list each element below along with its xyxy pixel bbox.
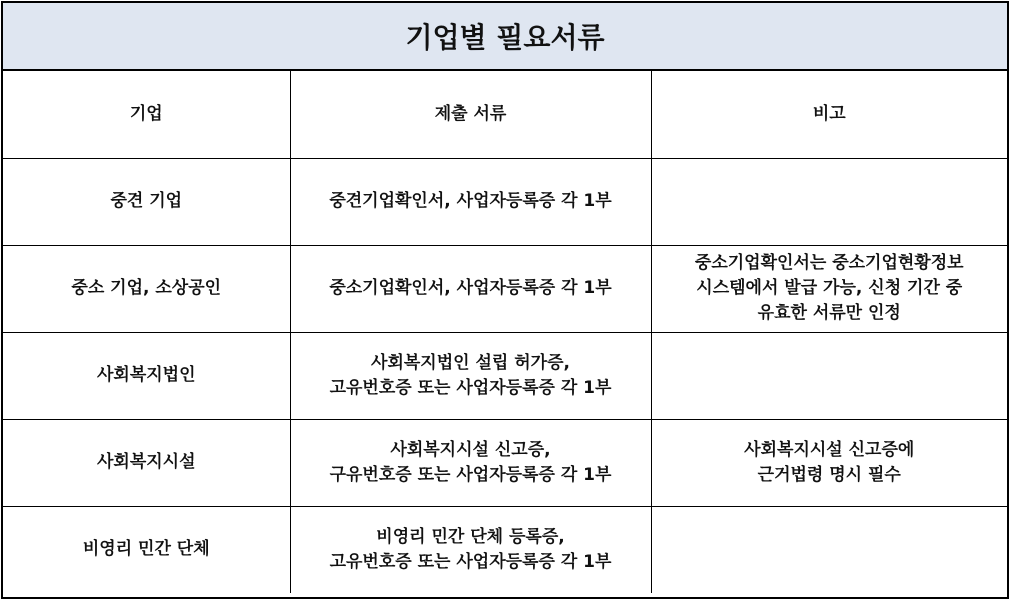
documents-line: 고유번호증 또는 사업자등록증 각 1부 xyxy=(329,551,612,572)
documents-cell xyxy=(290,506,651,593)
note-cell xyxy=(651,419,1007,506)
table-row xyxy=(3,506,1007,593)
company-cell: 비영리 민간 단체 xyxy=(3,506,290,593)
company-cell: 중견 기업 xyxy=(3,158,290,245)
note-cell xyxy=(651,245,1007,332)
note-line: 유효한 서류만 인정 xyxy=(757,303,901,323)
company-cell: 사회복지법인 xyxy=(3,332,290,419)
header-company: 기업 xyxy=(3,71,290,158)
documents-cell xyxy=(290,245,651,332)
documents-table xyxy=(3,71,1007,593)
documents-line: 중소기업확인서, 사업자등록증 각 1부 xyxy=(329,278,612,298)
table-row xyxy=(3,332,1007,419)
company-cell: 중소 기업, 소상공인 xyxy=(3,245,290,332)
header-note: 비고 xyxy=(651,71,1007,158)
note-cell xyxy=(651,506,1007,593)
note-cell xyxy=(651,332,1007,419)
document-table-frame xyxy=(1,1,1009,599)
company-cell: 사회복지시설 xyxy=(3,419,290,506)
documents-cell xyxy=(290,419,651,506)
table-row xyxy=(3,419,1007,506)
documents-line: 중견기업확인서, 사업자등록증 각 1부 xyxy=(329,191,612,211)
documents-cell xyxy=(290,158,651,245)
note-line: 시스템에서 발급 가능, 신청 기간 중 xyxy=(696,278,963,298)
table-row xyxy=(3,158,1007,245)
documents-cell xyxy=(290,332,651,419)
documents-line: 사회복지법인 설립 허가증, xyxy=(371,352,570,373)
note-line: 근거법령 명시 필수 xyxy=(757,464,901,485)
documents-line: 고유번호증 또는 사업자등록증 각 1부 xyxy=(329,377,612,398)
documents-line: 사회복지시설 신고증, xyxy=(390,439,551,460)
header-documents: 제출 서류 xyxy=(290,71,651,158)
note-cell xyxy=(651,158,1007,245)
note-line: 사회복지시설 신고증에 xyxy=(744,439,915,460)
documents-line: 구유번호증 또는 사업자등록증 각 1부 xyxy=(329,464,612,485)
table-title: 기업별 필요서류 xyxy=(3,3,1007,71)
header-row xyxy=(3,71,1007,158)
note-line: 중소기업확인서는 중소기업현황정보 xyxy=(694,253,964,273)
documents-line: 비영리 민간 단체 등록증, xyxy=(376,526,565,547)
table-row xyxy=(3,245,1007,332)
